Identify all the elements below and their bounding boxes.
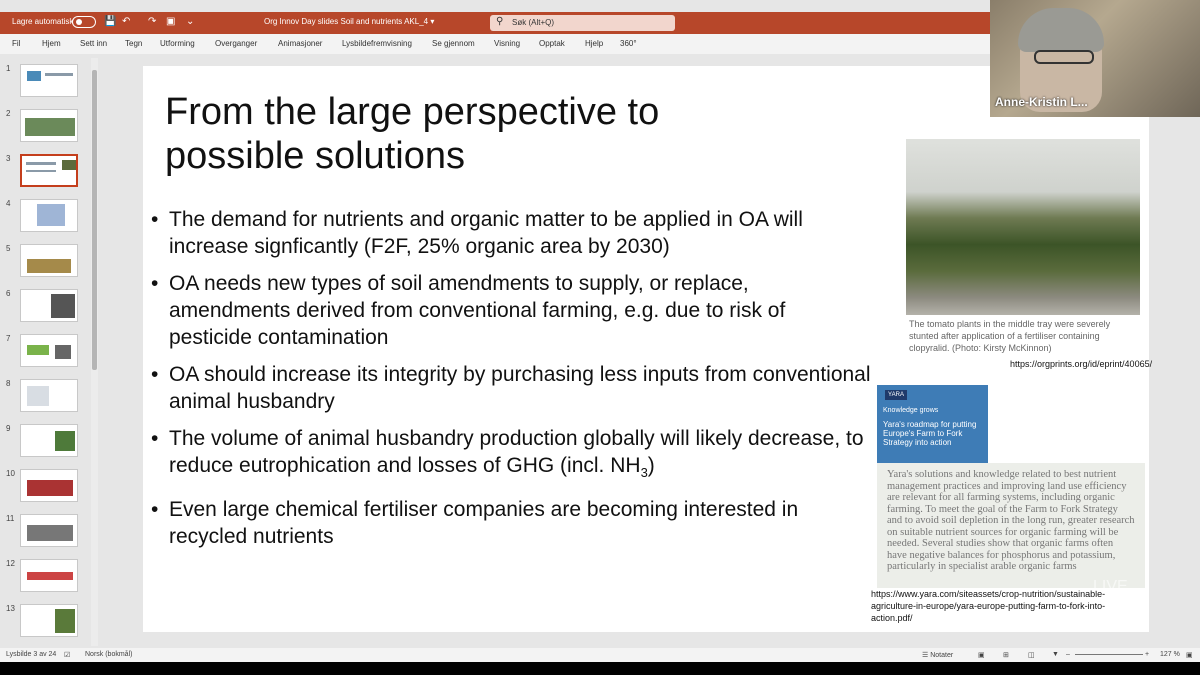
tab-recording[interactable]: Opptak [539, 39, 565, 48]
zoom-watermark: Powered by Zoom [1015, 617, 1127, 632]
notes-icon: ☰ [922, 652, 929, 659]
normal-view-icon[interactable]: ▣ [978, 652, 985, 659]
yara-excerpt: Yara's solutions and knowledge related to best nutrient management practices and improving land use efficiency are relevant for all farming systems, including organic farming. To meet the goal of the Farm to Fork Strategy and to avoid soil depletion in the long run, greater research on suitable nutrient sources for organic farming will be needed. Several studies show that organic farms often have negative balances for phosphorus and potassium, particularly in specialist arable organic farms [877, 463, 1145, 588]
slide-counter: Lysbilde 3 av 24 [6, 651, 57, 658]
autosave-label: Lagre automatisk [12, 17, 74, 26]
bullet-item: • The demand for nutrients and organic matter to be applied in OA will increase signficantly (F2F, 25% organic area by 2030) [151, 206, 871, 260]
tab-help[interactable]: Hjelp [585, 39, 604, 48]
tab-360[interactable]: 360° [620, 39, 637, 48]
tab-slideshow[interactable]: Lysbildefremvisning [342, 39, 412, 48]
bullet-item: • Even large chemical fertiliser companies are becoming interested in recycled nutrients [151, 496, 871, 550]
slide-thumbnail-5[interactable] [20, 244, 78, 277]
slide-thumbnail-12[interactable] [20, 559, 78, 592]
slide-thumbnail-3[interactable] [20, 154, 78, 187]
slide-sorter-icon[interactable]: ⊞ [1003, 652, 1009, 659]
bottom-strip [0, 662, 1200, 675]
yara-link: https://www.yara.com/siteassets/crop-nutrition/sustainable-agriculture-in-europe/yara-europe-putting-farm-to-fork-into-action.pdf/ [871, 589, 1106, 623]
slide-thumbnail-4[interactable] [20, 199, 78, 232]
thumbnail-number: 8 [6, 379, 11, 388]
photo-caption: The tomato plants in the middle tray were severely stunted after application of a fertiliser containing clopyralid. (Photo: Kirsty McKinnon) [909, 319, 1111, 353]
slide-thumbnail-2[interactable] [20, 109, 78, 142]
save-icon[interactable]: 💾 [104, 16, 117, 27]
participant-name: Anne-Kristin L... [995, 95, 1088, 109]
zoom-out-icon[interactable]: – [1066, 651, 1070, 658]
notes-button[interactable]: ☰ Notater [922, 652, 954, 659]
thumbnail-number: 6 [6, 289, 11, 298]
redo-icon[interactable]: ↷ [148, 16, 157, 27]
tab-review[interactable]: Se gjennom [432, 39, 475, 48]
present-icon[interactable]: ▣ [166, 16, 176, 27]
zoom-slider[interactable] [1075, 654, 1143, 655]
thumbnail-number: 7 [6, 334, 11, 343]
thumbnail-number: 9 [6, 424, 11, 433]
tab-draw[interactable]: Tegn [125, 39, 143, 48]
tab-design[interactable]: Utforming [160, 39, 195, 48]
search-input[interactable]: ⚲ Søk (Alt+Q) [490, 15, 675, 31]
thumbnail-number: 2 [6, 109, 11, 118]
tab-transitions[interactable]: Overganger [215, 39, 258, 48]
thumbnail-number: 3 [6, 154, 11, 163]
tab-animations[interactable]: Animasjoner [278, 39, 323, 48]
thumbnail-number: 11 [6, 514, 15, 523]
reading-view-icon[interactable]: ◫ [1028, 652, 1035, 659]
document-title[interactable]: Org Innov Day slides Soil and nutrients AKL_4 ▾ [264, 17, 435, 26]
bullet-item: • OA needs new types of soil amendments to supply, or replace, amendments derived from conventional farming, e.g. due to risk of pesticide contamination [151, 270, 871, 351]
slide-thumbnail-8[interactable] [20, 379, 78, 412]
slide-thumbnail-9[interactable] [20, 424, 78, 457]
thumbnail-number: 1 [6, 64, 11, 73]
bullet-item: • The volume of animal husbandry production globally will likely decrease, to reduce eutrophication and losses of GHG (incl. $NH_3$) [151, 425, 871, 486]
undo-icon[interactable]: ↶ [122, 16, 131, 27]
thumbnail-number: 12 [6, 559, 15, 568]
tab-home[interactable]: Hjem [42, 39, 61, 48]
slide-thumbnail-pane [0, 54, 102, 648]
slide-thumbnail-7[interactable] [20, 334, 78, 367]
zoom-in-icon[interactable]: + [1145, 651, 1150, 658]
chevron-down-icon: ▾ [430, 17, 435, 26]
slide-title[interactable]: From the large perspective to possible solutions [165, 91, 660, 177]
slide-canvas[interactable] [143, 66, 1153, 632]
accessibility-icon[interactable]: ☑ [64, 652, 71, 659]
slide-thumbnail-1[interactable] [20, 64, 78, 97]
fit-to-window-icon[interactable]: ▣ [1186, 652, 1193, 659]
tab-file[interactable]: Fil [12, 39, 21, 48]
language-indicator[interactable]: Norsk (bokmål) [85, 651, 133, 658]
slideshow-icon[interactable]: ▼ [1052, 651, 1059, 658]
slide-thumbnail-6[interactable] [20, 289, 78, 322]
yara-logo: YARA [885, 390, 907, 400]
slide-thumbnail-10[interactable] [20, 469, 78, 502]
thumbnail-number: 13 [6, 604, 15, 613]
thumbnail-number: 10 [6, 469, 15, 478]
scrollbar-thumb[interactable] [92, 70, 97, 370]
tomato-plants-photo[interactable] [906, 139, 1140, 315]
autosave-toggle[interactable] [72, 16, 96, 28]
yara-report-cover[interactable] [877, 385, 988, 465]
customize-quick-access-icon[interactable]: ⌄ [186, 16, 195, 27]
slide-thumbnail-11[interactable] [20, 514, 78, 547]
orgprints-link: https://orgprints.org/id/eprint/40065/ [1010, 359, 1153, 369]
bullet-item: • OA should increase its integrity by purchasing less inputs from conventional animal husbandry [151, 361, 871, 415]
slide-thumbnail-13[interactable] [20, 604, 78, 637]
thumbnail-number: 4 [6, 199, 11, 208]
search-icon: ⚲ [496, 16, 504, 27]
zoom-level[interactable]: 127 % [1160, 651, 1180, 658]
participant-glasses [1034, 50, 1094, 64]
live-label: LIVE [1093, 578, 1128, 595]
tab-view[interactable]: Visning [494, 39, 521, 48]
bullet-list[interactable] [151, 206, 871, 560]
tab-insert[interactable]: Sett inn [80, 39, 108, 48]
yara-kicker: Knowledge grows [883, 407, 939, 414]
yara-cover-title: Yara's roadmap for putting Europe's Farm to Fork Strategy into action [883, 420, 977, 447]
thumbnail-number: 5 [6, 244, 11, 253]
status-bar [0, 648, 1200, 662]
